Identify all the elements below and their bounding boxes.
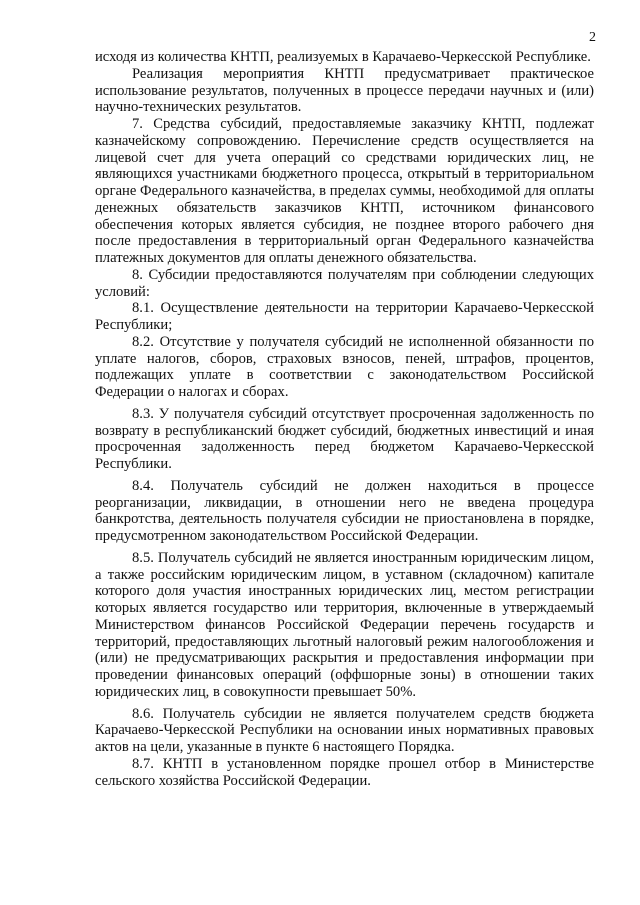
paragraph-7: 7. Средства субсидий, предоставляемые заказчику КНТП, подлежат казначейскому сопровождению. Перечисление средств осуществляется на лицевой счет для учета операций со средствами юридических лиц, не являющихся участниками бюджетного процесса, открытый в территориальном органе Федерального казначейства, в пределах суммы, необходимой для оплаты денежных обязательств заказчиков КНТП, источником финансового обеспечения которых является субсидия, не позднее второго рабочего дня после предоставления в территориальный орган Федерального казначейства платежных документов для оплаты денежного обязательства. <box>95 116 594 266</box>
document-body <box>95 49 594 789</box>
paragraph-implementation: Реализация мероприятия КНТП предусматривает практическое использование результатов, полученных в процессе передачи научных и (или) научно-технических результатов. <box>95 65 594 116</box>
paragraph-8: 8. Субсидии предоставляются получателям при соблюдении следующих условий: <box>95 266 594 300</box>
paragraph-continuation: исходя из количества КНТП, реализуемых в Карачаево-Черкесской Республике. <box>95 49 591 65</box>
paragraph-8-7: 8.7. КНТП в установленном порядке прошел отбор в Министерстве сельского хозяйства Российской Федерации. <box>95 755 594 789</box>
paragraph-8-6: 8.6. Получатель субсидии не является получателем средств бюджета Карачаево-Черкесской Республики на основании иных нормативных правовых актов на цели, указанные в пункте 6 настоящего Порядка. <box>95 705 594 755</box>
paragraph-8-2: 8.2. Отсутствие у получателя субсидий не исполненной обязанности по уплате налогов, сборов, страховых взносов, пеней, штрафов, процентов, подлежащих уплате в соответствии с законодательством Российской Федерации о налогах и сборах. <box>95 333 594 400</box>
paragraph-8-5: 8.5. Получатель субсидий не является иностранным юридическим лицом, а также российским юридическим лицом, в уставном (складочном) капитале которого доля участия иностранных юридических лиц, местом регистрации которых является государство или территория, включенные в утверждаемый Министерством финансов Российской Федерации перечень государств и территорий, предоставляющих льготный налоговый режим налогообложения и (или) не предусматривающих раскрытия и предоставления информации при проведении финансовых операций (оффшорные зоны) в отношении таких юридических лиц, в совокупности превышает 50%. <box>95 549 594 700</box>
page-number: 2 <box>589 30 596 45</box>
paragraph-8-1: 8.1. Осуществление деятельности на территории Карачаево-Черкесской Республики; <box>95 300 594 333</box>
paragraph-8-4: 8.4. Получатель субсидий не должен находиться в процессе реорганизации, ликвидации, в отношении него не введена процедура банкротства, деятельность получателя субсидии не приостановлена в порядке, предусмотренном законодательством Российской Федерации. <box>95 477 594 544</box>
paragraph-8-3: 8.3. У получателя субсидий отсутствует просроченная задолженность по возврату в республиканский бюджет субсидий, бюджетных инвестиций и иная просроченная задолженность перед бюджетом Карачаево-Черкесской Республики. <box>95 405 594 472</box>
